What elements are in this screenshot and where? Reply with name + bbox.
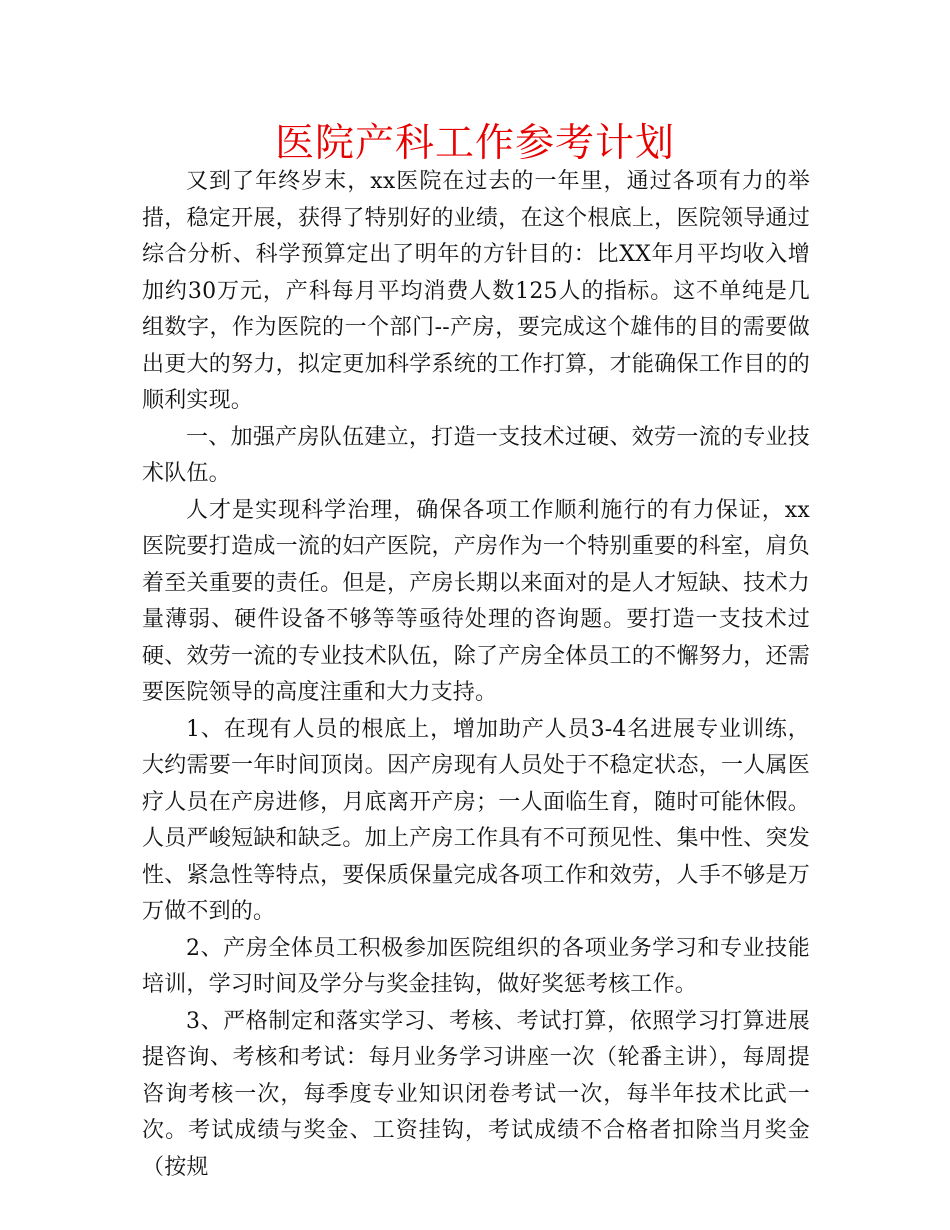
paragraph-intro: 又到了年终岁末，xx医院在过去的一年里，通过各项有力的举措，稳定开展，获得了特别好的业绩，在这个根底上，医院领导通过综合分析、科学预算定出了明年的方针目的：比XX年月平均收入增加约30万元，产科每月平均消费人数125人的指标。这不单纯是几组数字，作为医院的一个部门--产房，要完成这个雄伟的目的需要做出更大的努力，拟定更加科学系统的工作打算，才能确保工作目的的顺利实现。	[142, 169, 810, 413]
paragraph-item-1: 1、在现有人员的根底上，增加助产人员3-4名进展专业训练，大约需要一年时间顶岗。因产房现有人员处于不稳定状态，一人属医疗人员在产房进修，月底离开产房；一人面临生育，随时可能休假。人员严峻短缺和缺乏。加上产房工作具有不可预见性、集中性、突发性、紧急性等特点，要保质保量完成各项工作和效劳，人手不够是万万做不到的。	[142, 716, 810, 924]
paragraph-item-3: 3、严格制定和落实学习、考核、考试打算，依照学习打算进展提咨询、考核和考试：每月业务学习讲座一次（轮番主讲），每周提咨询考核一次，每季度专业知识闭卷考试一次，每半年技术比武一次。考试成绩与奖金、工资挂钩，考试成绩不合格者扣除当月奖金（按规	[142, 1008, 810, 1180]
document-title: 医院产科工作参考计划	[274, 121, 675, 166]
document-body	[142, 164, 810, 1186]
paragraph-talent: 人才是实现科学治理，确保各项工作顺利施行的有力保证，xx医院要打造成一流的妇产医院，产房作为一个特别重要的科室，肩负着至关重要的责任。但是，产房长期以来面对的是人才短缺、技术力量薄弱、硬件设备不够等等亟待处理的咨询题。要打造一支技术过硬、效劳一流的专业技术队伍，除了产房全体员工的不懈努力，还需要医院领导的高度注重和大力支持。	[142, 497, 810, 705]
paragraph-section-heading: 一、加强产房队伍建立，打造一支技术过硬、效劳一流的专业技术队伍。	[142, 424, 810, 486]
paragraph-item-2: 2、产房全体员工积极参加医院组织的各项业务学习和专业技能培训，学习时间及学分与奖金挂钩，做好奖惩考核工作。	[142, 935, 810, 997]
